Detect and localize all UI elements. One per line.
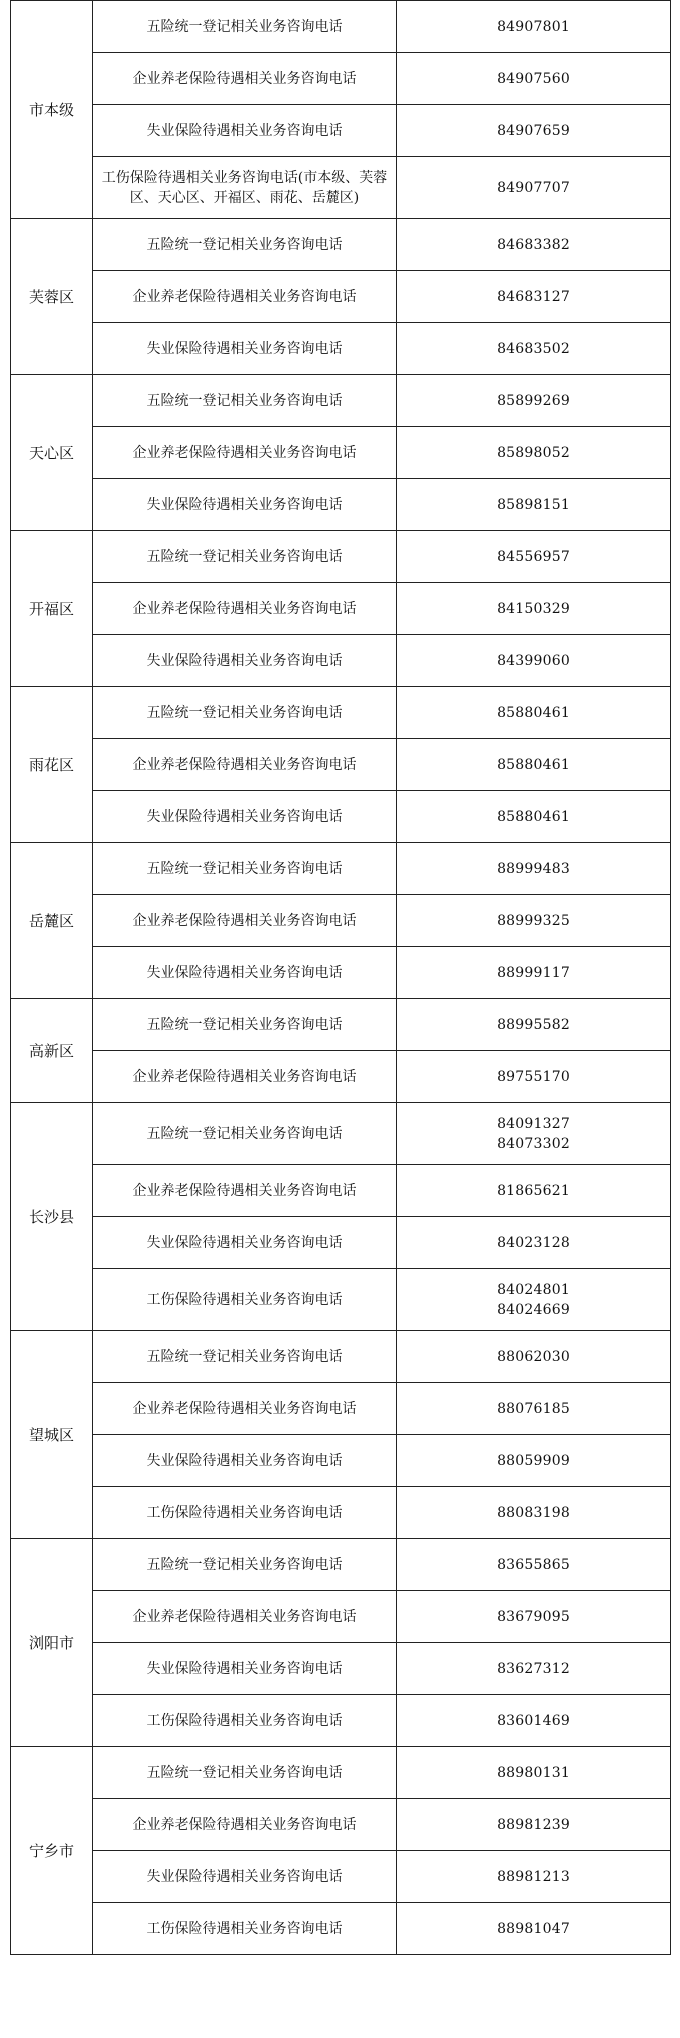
phone-cell — [397, 1, 671, 53]
district-cell: 天心区 — [11, 375, 93, 531]
table-row — [11, 1, 671, 53]
district-cell: 浏阳市 — [11, 1539, 93, 1747]
district-cell: 宁乡市 — [11, 1747, 93, 1955]
phone-cell — [397, 895, 671, 947]
district-cell: 雨花区 — [11, 687, 93, 843]
phone-number: 88981047 — [497, 1920, 570, 1937]
service-cell: 企业养老保险待遇相关业务咨询电话 — [93, 1799, 397, 1851]
phone-cell — [397, 1591, 671, 1643]
phone-number: 84399060 — [497, 652, 570, 669]
service-cell: 失业保险待遇相关业务咨询电话 — [93, 1217, 397, 1269]
phone-number: 85898052 — [497, 444, 570, 461]
phone-cell — [397, 1051, 671, 1103]
service-cell: 企业养老保险待遇相关业务咨询电话 — [93, 583, 397, 635]
table-row — [11, 1269, 671, 1331]
district-cell: 望城区 — [11, 1331, 93, 1539]
phone-number: 88062030 — [497, 1348, 570, 1365]
table-row — [11, 1103, 671, 1165]
service-cell: 工伤保险待遇相关业务咨询电话 — [93, 1903, 397, 1955]
phone-number: 84683382 — [497, 236, 570, 253]
phone-number: 81865621 — [497, 1182, 570, 1199]
phone-cell — [397, 1165, 671, 1217]
service-cell: 企业养老保险待遇相关业务咨询电话 — [93, 427, 397, 479]
table-row — [11, 583, 671, 635]
district-cell: 芙蓉区 — [11, 219, 93, 375]
service-cell: 失业保险待遇相关业务咨询电话 — [93, 323, 397, 375]
phone-cell — [397, 1903, 671, 1955]
service-cell: 工伤保险待遇相关业务咨询电话 — [93, 1269, 397, 1331]
phone-cell — [397, 1747, 671, 1799]
phone-cell — [397, 791, 671, 843]
phone-number: 84023128 — [497, 1234, 570, 1251]
phone-cell — [397, 687, 671, 739]
phone-cell — [397, 323, 671, 375]
table-row — [11, 1539, 671, 1591]
table-row — [11, 1695, 671, 1747]
table-row — [11, 271, 671, 323]
table-row — [11, 1903, 671, 1955]
phone-number: 84150329 — [497, 600, 570, 617]
phone-number: 85880461 — [497, 704, 570, 721]
service-cell: 企业养老保险待遇相关业务咨询电话 — [93, 895, 397, 947]
table-row — [11, 791, 671, 843]
district-cell: 市本级 — [11, 1, 93, 219]
phone-number: 84683502 — [497, 340, 570, 357]
district-cell: 岳麓区 — [11, 843, 93, 999]
phone-cell — [397, 219, 671, 271]
table-row — [11, 1435, 671, 1487]
service-cell: 失业保险待遇相关业务咨询电话 — [93, 1435, 397, 1487]
phone-number: 83655865 — [497, 1556, 570, 1573]
phone-cell — [397, 583, 671, 635]
phone-cell — [397, 531, 671, 583]
phone-cell — [397, 1487, 671, 1539]
table-row — [11, 1217, 671, 1269]
service-cell: 失业保险待遇相关业务咨询电话 — [93, 791, 397, 843]
table-row — [11, 1383, 671, 1435]
phone-number: 85880461 — [497, 756, 570, 773]
table-row — [11, 687, 671, 739]
table-row — [11, 843, 671, 895]
phone-number: 88999117 — [497, 964, 570, 981]
service-cell: 企业养老保险待遇相关业务咨询电话 — [93, 1591, 397, 1643]
service-cell: 企业养老保险待遇相关业务咨询电话 — [93, 1383, 397, 1435]
phone-cell — [397, 53, 671, 105]
service-cell: 企业养老保险待遇相关业务咨询电话 — [93, 1051, 397, 1103]
table-row — [11, 739, 671, 791]
phone-number: 84907560 — [497, 70, 570, 87]
table-row — [11, 895, 671, 947]
service-cell: 工伤保险待遇相关业务咨询电话 — [93, 1487, 397, 1539]
district-cell: 长沙县 — [11, 1103, 93, 1331]
service-cell: 工伤保险待遇相关业务咨询电话 — [93, 1695, 397, 1747]
phone-number: 88981239 — [497, 1816, 570, 1833]
phone-number: 83627312 — [497, 1660, 570, 1677]
phone-cell — [397, 1643, 671, 1695]
phone-number: 88981213 — [497, 1868, 570, 1885]
phone-number: 88995582 — [497, 1016, 570, 1033]
phone-cell — [397, 105, 671, 157]
phone-cell — [397, 1799, 671, 1851]
service-cell: 企业养老保险待遇相关业务咨询电话 — [93, 739, 397, 791]
table-row — [11, 1051, 671, 1103]
phone-cell — [397, 1539, 671, 1591]
table-row — [11, 479, 671, 531]
phone-cell — [397, 635, 671, 687]
hotline-table-body — [11, 1, 671, 1955]
service-cell: 五险统一登记相关业务咨询电话 — [93, 843, 397, 895]
phone-number: 85880461 — [497, 808, 570, 825]
phone-cell — [397, 1383, 671, 1435]
table-row — [11, 1643, 671, 1695]
district-cell: 开福区 — [11, 531, 93, 687]
phone-number: 84024669 — [497, 1301, 570, 1318]
phone-cell — [397, 1695, 671, 1747]
table-row — [11, 1747, 671, 1799]
phone-number: 88980131 — [497, 1764, 570, 1781]
table-row — [11, 219, 671, 271]
table-row — [11, 375, 671, 427]
phone-number: 84091327 — [497, 1115, 570, 1132]
service-cell: 企业养老保险待遇相关业务咨询电话 — [93, 53, 397, 105]
phone-number: 88999483 — [497, 860, 570, 877]
table-row — [11, 947, 671, 999]
phone-number: 83601469 — [497, 1712, 570, 1729]
phone-cell — [397, 843, 671, 895]
table-row — [11, 1799, 671, 1851]
phone-number: 84556957 — [497, 548, 570, 565]
service-cell: 失业保险待遇相关业务咨询电话 — [93, 1643, 397, 1695]
phone-cell — [397, 375, 671, 427]
phone-number: 88999325 — [497, 912, 570, 929]
service-cell: 五险统一登记相关业务咨询电话 — [93, 531, 397, 583]
table-row — [11, 635, 671, 687]
table-row — [11, 105, 671, 157]
service-cell: 五险统一登记相关业务咨询电话 — [93, 1331, 397, 1383]
service-cell: 企业养老保险待遇相关业务咨询电话 — [93, 271, 397, 323]
table-row — [11, 1165, 671, 1217]
table-row — [11, 999, 671, 1051]
phone-number: 89755170 — [497, 1068, 570, 1085]
phone-cell — [397, 1103, 671, 1165]
service-cell: 五险统一登记相关业务咨询电话 — [93, 687, 397, 739]
phone-cell — [397, 427, 671, 479]
phone-cell — [397, 1435, 671, 1487]
table-row — [11, 1331, 671, 1383]
service-cell: 企业养老保险待遇相关业务咨询电话 — [93, 1165, 397, 1217]
hotline-table — [10, 0, 671, 1955]
phone-number: 84907801 — [497, 18, 570, 35]
phone-number: 84907659 — [497, 122, 570, 139]
phone-cell — [397, 1851, 671, 1903]
phone-number: 84073302 — [497, 1135, 570, 1152]
service-cell: 失业保险待遇相关业务咨询电话 — [93, 105, 397, 157]
service-cell: 五险统一登记相关业务咨询电话 — [93, 1747, 397, 1799]
service-cell: 五险统一登记相关业务咨询电话 — [93, 219, 397, 271]
service-cell: 失业保险待遇相关业务咨询电话 — [93, 947, 397, 999]
service-cell: 五险统一登记相关业务咨询电话 — [93, 1103, 397, 1165]
phone-cell — [397, 1331, 671, 1383]
table-row — [11, 427, 671, 479]
phone-cell — [397, 739, 671, 791]
district-cell: 高新区 — [11, 999, 93, 1103]
phone-number: 83679095 — [497, 1608, 570, 1625]
service-cell: 五险统一登记相关业务咨询电话 — [93, 1, 397, 53]
table-row — [11, 323, 671, 375]
phone-cell — [397, 999, 671, 1051]
service-cell: 五险统一登记相关业务咨询电话 — [93, 999, 397, 1051]
phone-cell — [397, 1217, 671, 1269]
service-cell: 失业保险待遇相关业务咨询电话 — [93, 1851, 397, 1903]
table-row — [11, 531, 671, 583]
phone-cell — [397, 1269, 671, 1331]
table-row — [11, 1487, 671, 1539]
phone-number: 88076185 — [497, 1400, 570, 1417]
service-cell: 五险统一登记相关业务咨询电话 — [93, 375, 397, 427]
table-row — [11, 157, 671, 219]
service-cell: 失业保险待遇相关业务咨询电话 — [93, 479, 397, 531]
phone-number: 85899269 — [497, 392, 570, 409]
table-row — [11, 1851, 671, 1903]
service-cell: 五险统一登记相关业务咨询电话 — [93, 1539, 397, 1591]
phone-cell — [397, 947, 671, 999]
service-cell: 失业保险待遇相关业务咨询电话 — [93, 635, 397, 687]
phone-number: 85898151 — [497, 496, 570, 513]
phone-number: 84024801 — [497, 1281, 570, 1298]
phone-number: 88083198 — [497, 1504, 570, 1521]
table-row — [11, 1591, 671, 1643]
phone-cell — [397, 479, 671, 531]
phone-number: 84683127 — [497, 288, 570, 305]
phone-cell — [397, 271, 671, 323]
phone-number: 88059909 — [497, 1452, 570, 1469]
phone-number: 84907707 — [497, 179, 570, 196]
phone-cell — [397, 157, 671, 219]
table-row — [11, 53, 671, 105]
service-cell: 工伤保险待遇相关业务咨询电话(市本级、芙蓉区、天心区、开福区、雨花、岳麓区) — [93, 157, 397, 219]
